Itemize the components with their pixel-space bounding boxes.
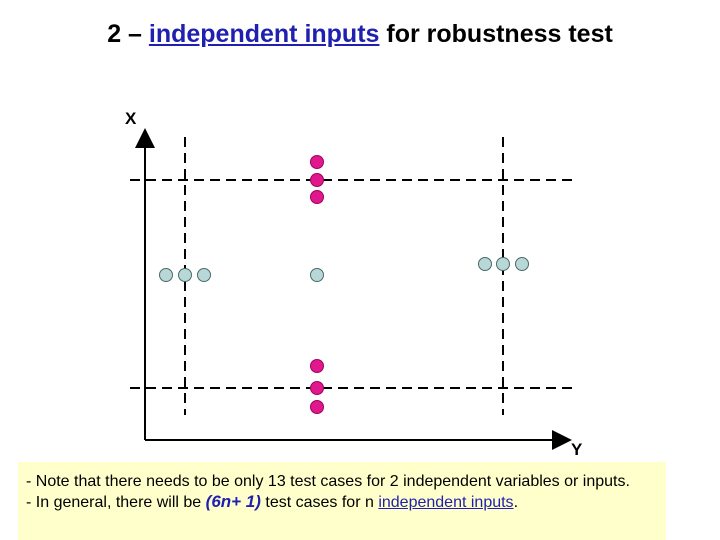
test-point <box>311 382 324 395</box>
note-line-2-end: . <box>513 494 519 511</box>
x-axis-label: X <box>125 109 137 128</box>
y-axis-label: Y <box>571 440 583 459</box>
test-point <box>160 269 173 282</box>
test-point <box>497 258 510 271</box>
test-points <box>160 156 529 414</box>
test-point <box>311 156 324 169</box>
title-prefix: 2 – <box>107 20 149 48</box>
test-point <box>311 174 324 187</box>
test-point <box>311 401 324 414</box>
title-suffix: for robustness test <box>379 20 613 48</box>
note-line-2-prefix: - In general, there will be <box>26 494 206 511</box>
test-point <box>516 258 529 271</box>
test-point <box>311 269 324 282</box>
title-link[interactable]: independent inputs <box>148 20 380 48</box>
note-line-1: - Note that there needs to be only 13 test cases for 2 independent variables or inputs. <box>26 473 630 490</box>
test-point <box>179 269 192 282</box>
test-point <box>311 191 324 204</box>
note-box <box>18 462 666 540</box>
test-point <box>479 258 492 271</box>
test-point <box>198 269 211 282</box>
note-line-2 <box>26 492 658 513</box>
note-line-2-mid: test cases for n <box>260 494 379 511</box>
test-point <box>311 360 324 373</box>
note-link[interactable]: independent inputs <box>378 494 514 511</box>
formula-text: (6n+ 1) <box>205 492 261 511</box>
